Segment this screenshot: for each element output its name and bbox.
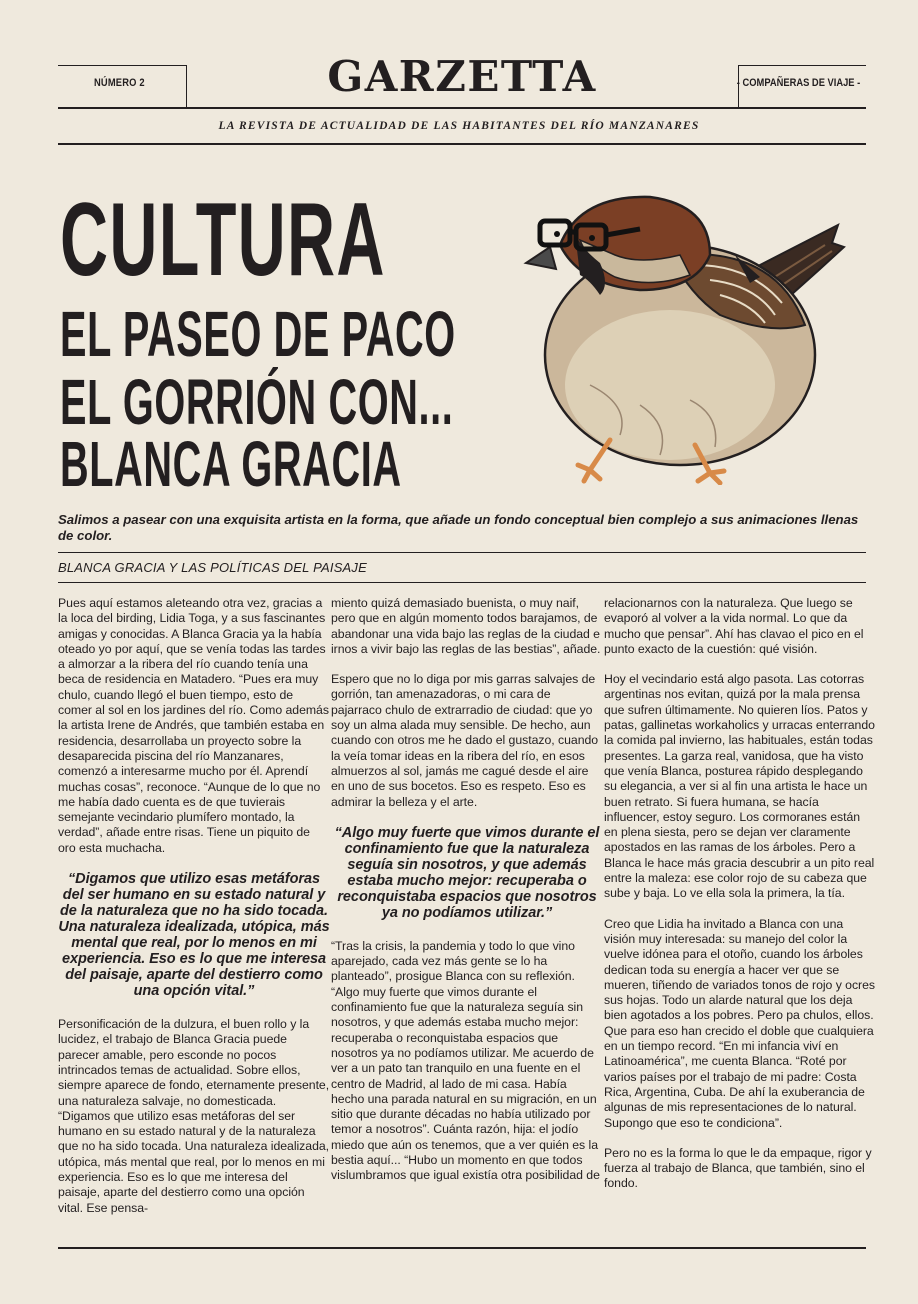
section-label-rule [58,582,866,583]
paragraph: Pues aquí estamos aleteando otra vez, gracias a la loca del birding, Lidia Toga, y a sus fascinantes amigas y conocidas. A Blanca Gracia ya la había oteado yo por aquí, que se venía todas las tardes a almorzar a la ribera del río cuando tenía una beca de residencia en Matadero. “Pues era muy chulo, cuando llegó el buen tiempo, esto de comer al sol en los jardines del río. Como además la artista Irene de Andrés, que también estaba en residencia, desarrollaba un proyecto sobre la desaparecida piscina del río Manzanares, comenzó a interesarme mucho por él. Aprendí muchas cosas”, reconoce. “Aunque de lo que no me había dado cuenta es de que tuvierais semejante vecindario plumífero montado, la verdad”, añade entre risas. Tiene un piquito de oro esta muchacha. [58,596,329,855]
paragraph: relacionarnos con la naturaleza. Que luego se evaporó al volver a la vida normal. Lo que da mucho que pensar”. Ahí has clavao el pico en el punto exacto de la cuestión: qué visión. [604,596,864,656]
section-name: - COMPAÑERAS DE VIAJE - [736,77,860,89]
headline-kicker: CULTURA [60,182,386,298]
tagline-bottom-rule [58,143,866,145]
masthead-top-rule-right [738,65,866,66]
paragraph: Creo que Lidia ha invitado a Blanca con una visión muy interesada: su manejo del color la vuelve idónea para el otoño, cuando los árboles dedican toda su energía a hacer ver que se mueren, tiñendo de variados tonos de rojo y ocres sus hojas. Todo un alarde natural que los deja bien agotados a los pobres. Pero pa chulos, ellos. Que para eso han crecido el doble que cualquiera en un tiempo record. “En mi infancia viví en Latinoamérica”, me cuenta Blanca. “Roté por varios países por el trabajo de mi padre: Costa Rica, Argentina, Cuba. De ahí la exuberancia de algunas de mis representaciones de lo natural. Supongo que eso te condiciona”. [604,916,875,1130]
masthead-bottom-rule [58,107,866,109]
footer-rule [58,1247,866,1249]
pull-quote: “Algo muy fuerte que vimos durante el confinamiento fue que la naturaleza seguía sin nosotros, y que además estaba mucho mejor: recuperaba o reconquistaba espacios que nosotros ya no podíamos utilizar.” [334,824,600,921]
headline-line-2: EL GORRIÓN CON... [60,366,454,438]
paragraph: Espero que no lo diga por mis garras salvajes de gorrión, tan amenazadoras, o mi cara de pajarraco chulo de extrarradio de ciudad: que yo soy un alma alada muy sensible. De hecho, aun cuando con otros me he dado el gustazo, cuando la veía tomar ideas en la ribera del río, en esos almuerzos al sol, jamás me cagué desde el aire en uno de sus bocetos. Eso es respeto. Eso es admirar la belleza y el arte. [331,672,599,809]
standfirst-rule [58,552,866,553]
issue-number: NÚMERO 2 [94,77,145,89]
paragraph: Pero no es la forma lo que le da empaque, rigor y fuerza al trabajo de Blanca, que también, sino el fondo. [604,1145,872,1191]
headline-line-3: BLANCA GRACIA [60,428,402,500]
standfirst: Salimos a pasear con una exquisita artista en la forma, que añade un fondo conceptual bien complejo a sus animaciones llenas de color. [58,512,859,543]
article-column-3 [604,596,876,1207]
sparrow-with-glasses-illustration [520,185,850,485]
masthead-top-rule [58,65,186,66]
paragraph: “Tras la crisis, la pandemia y todo lo que vino aparejado, cada vez más gente se lo ha planteado”, prosigue Blanca con su reflexión. “Algo muy fuerte que vimos durante el confinamiento fue que la naturaleza seguía sin nosotros, y que además estaba mucho mejor: recuperaba o reconquistaba espacios que nosotros ya no podíamos utilizar. Me acuerdo de ver a un pato tan tranquilo en una fuente en el centro de Madrid, al lado de mi casa. Había hecho una parada natural en su migración, en un sitio que durante décadas no había utilizado por temor a nosotros”. Cuánta razón, hija: el jodío miedo que aún os tenemos, que a ver quién es la bestia aquí... “Hubo un momento en que todos vislumbramos que igual existía otra posibilidad de [331,938,600,1183]
pull-quote: “Digamos que utilizo esas metáforas del ser humano en su estado natural y de la naturaleza que no ha sido tocada. Una naturaleza idealizada, utópica, más mental que real, por lo menos en mi experiencia. Eso es lo que me interesa del paisaje, aparte del destierro como una opción vital.” [58,871,330,1000]
headline-line-1: EL PASEO DE PACO [60,298,456,370]
tagline: LA REVISTA DE ACTUALIDAD DE LAS HABITANTES DEL RÍO MANZANARES [218,120,700,132]
paragraph: Personificación de la dulzura, el buen rollo y la lucidez, el trabajo de Blanca Gracia puede parecer amable, pero esconde no pocos intrincados temas de actualidad. Sobre ellos, siempre aparece de fondo, eternamente presente, una naturaleza salvaje, no domesticada. “Digamos que utilizo esas metáforas del ser humano en su estado natural y de la naturaleza que no ha sido tocada. Una naturaleza idealizada, utópica, más mental que real, por lo menos en mi experiencia. Eso es lo que me interesa del paisaje, aparte del destierro como una opción vital. Ese pensa- [58,1017,330,1215]
magazine-title: GARZETTA [327,52,597,101]
paragraph: Hoy el vecindario está algo pasota. Las cotorras argentinas nos evitan, quizá por la mala prensa que sufren últimamente. No quieren líos. Patos y patas, gallinetas workaholics y urracas enterrando la comida pal invierno, las habituales, están todas presentes. La garza real, vanidosa, que ha visto que venía Blanca, posturea rápido desplegando su elegancia, a ver si al fin una artista le hace un buen retrato. Si fuera humana, se hacía influencer, estoy seguro. Los cormoranes están en plena siesta, pero se dejan ver claramente apostados en las ramas de los árboles. Pero a Blanca le hace más gracia descubrir a un pito real entre la maleza: ese color rojo de su cabeza que sube y baja. Lo ve ella sola la primera, la tía. [604,672,875,901]
paragraph: miento quizá demasiado buenista, o muy naif, pero que en algún momento todos barajamos, de abandonar una vida bajo las reglas de la ciudad e irnos a vivir bajo las reglas de las bestias”, añade. [331,596,601,656]
article-column-2 [331,596,603,1199]
section-label: BLANCA GRACIA Y LAS POLÍTICAS DEL PAISAJE [58,560,368,575]
article-column-1 [58,596,330,1231]
